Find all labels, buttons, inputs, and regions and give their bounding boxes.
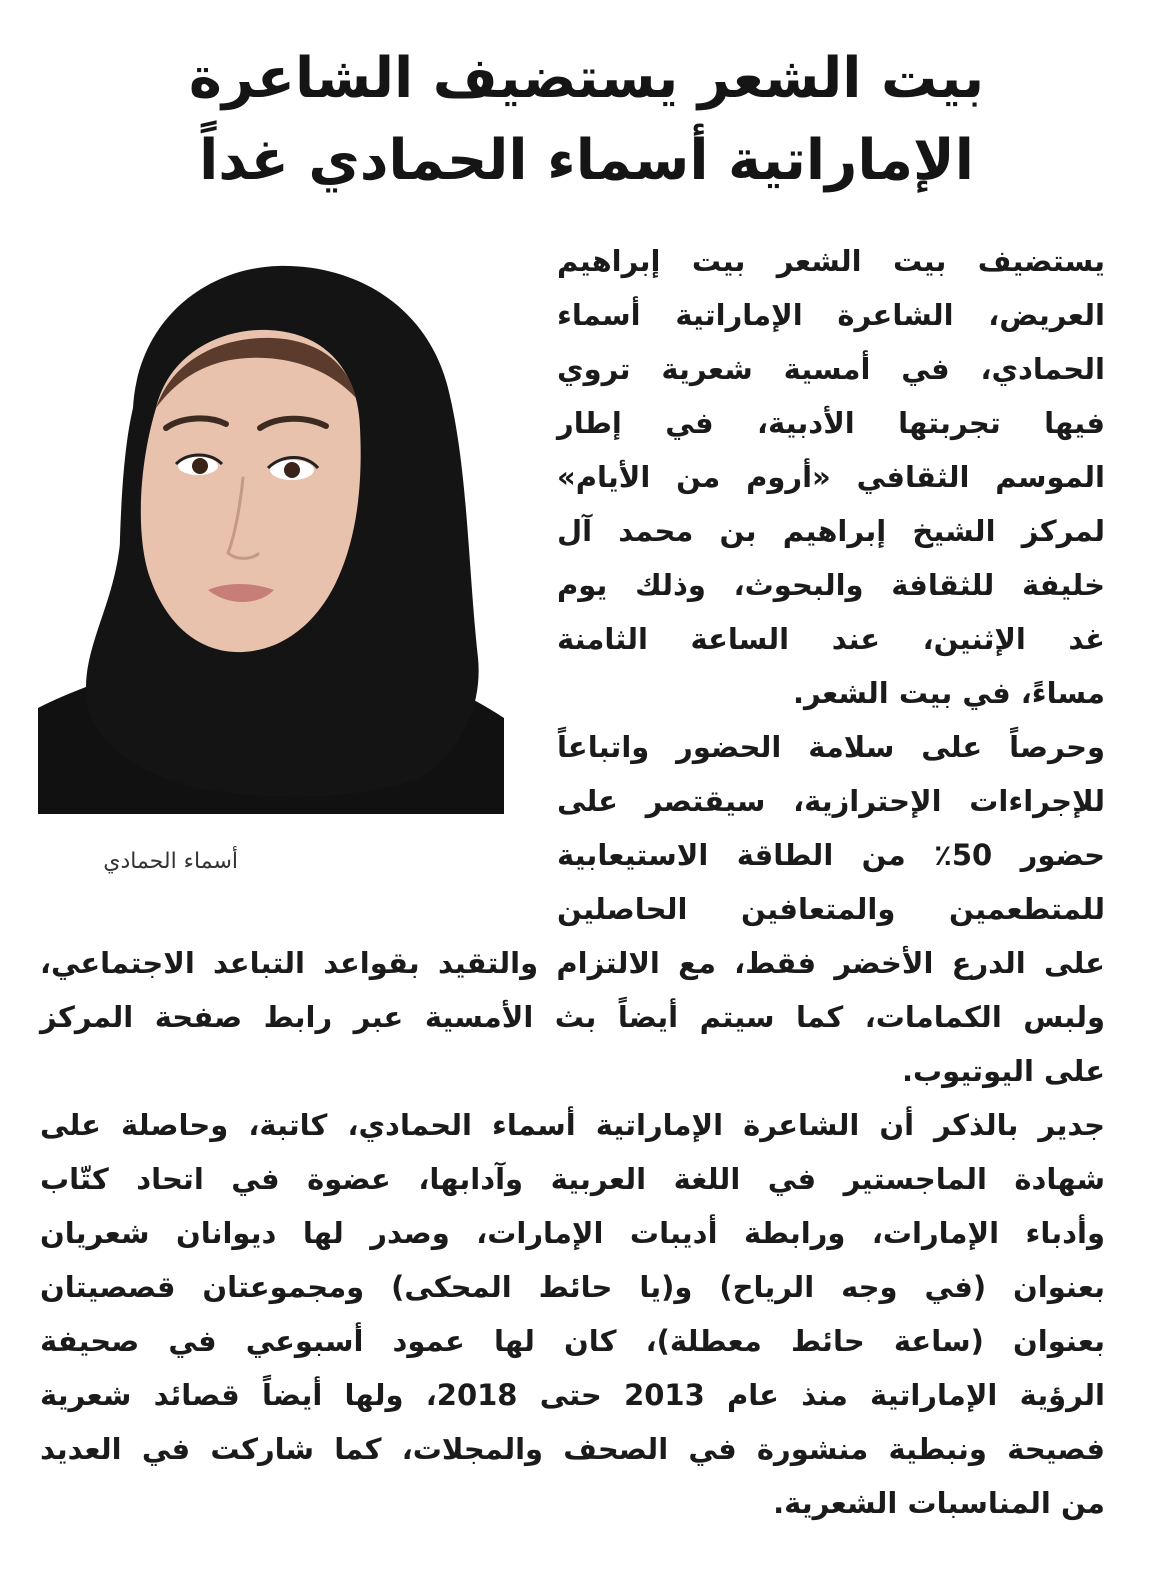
body-line: ولبس الكمامات، كما سيتم أيضاً بث الأمسية عبر رابط صفحة المركز (40, 1000, 1105, 1034)
body-line: الرؤية الإماراتية منذ عام 2013 حتى 2018، ولها أيضاً قصائد شعرية (40, 1378, 1105, 1412)
body-line: على الدرع الأخضر فقط، مع الالتزام والتقيد بقواعد التباعد الاجتماعي، (40, 946, 1105, 980)
body-line: مساءً، في بيت الشعر. (792, 676, 1105, 710)
body-line: وأدباء الإمارات، ورابطة أديبات الإمارات، وصدر لها ديوانان شعريان (40, 1216, 1105, 1250)
photo-caption: أسماء الحمادي (103, 849, 238, 874)
body-line: فصيحة ونبطية منشورة في الصحف والمجلات، كما شاركت في العديد (40, 1432, 1105, 1466)
headline-line-2: الإماراتية أسماء الحمادي غداً (199, 128, 974, 193)
body-line: فيها تجربتها الأدبية، في إطار (557, 406, 1105, 440)
body-line: للإجراءات الإحترازية، سيقتصر على (557, 784, 1105, 818)
body-line: الموسم الثقافي «أروم من الأيام» (557, 460, 1105, 494)
body-line: العريض، الشاعرة الإماراتية أسماء (557, 298, 1105, 332)
portrait-photo (38, 238, 504, 814)
body-line: بعنوان (في وجه الرياح) و(يا حائط المحكى) ومجموعتان قصصيتان (40, 1270, 1105, 1304)
body-line: الحمادي، في أمسية شعرية تروي (557, 352, 1105, 386)
body-line: حضور 50٪ من الطاقة الاستيعابية (557, 838, 1105, 872)
body-line: من المناسبات الشعرية. (773, 1486, 1105, 1520)
body-line: لمركز الشيخ إبراهيم بن محمد آل (557, 514, 1105, 548)
body-line: شهادة الماجستير في اللغة العربية وآدابها، عضوة في اتحاد كتّاب (40, 1162, 1105, 1196)
headline-line-1: بيت الشعر يستضيف الشاعرة (188, 46, 985, 111)
body-line: بعنوان (ساعة حائط معطلة)، كان لها عمود أسبوعي في صحيفة (40, 1324, 1105, 1358)
body-line: جدير بالذكر أن الشاعرة الإماراتية أسماء الحمادي، كاتبة، وحاصلة على (40, 1108, 1105, 1142)
body-line: خليفة للثقافة والبحوث، وذلك يوم (557, 568, 1105, 602)
body-line: للمتطعمين والمتعافين الحاصلين (557, 892, 1105, 926)
body-line: وحرصاً على سلامة الحضور واتباعاً (557, 730, 1105, 764)
body-line: يستضيف بيت الشعر بيت إبراهيم (557, 244, 1105, 278)
portrait-illustration (38, 238, 504, 814)
body-line: على اليوتيوب. (902, 1054, 1105, 1088)
body-line: غد الإثنين، عند الساعة الثامنة (557, 622, 1105, 656)
